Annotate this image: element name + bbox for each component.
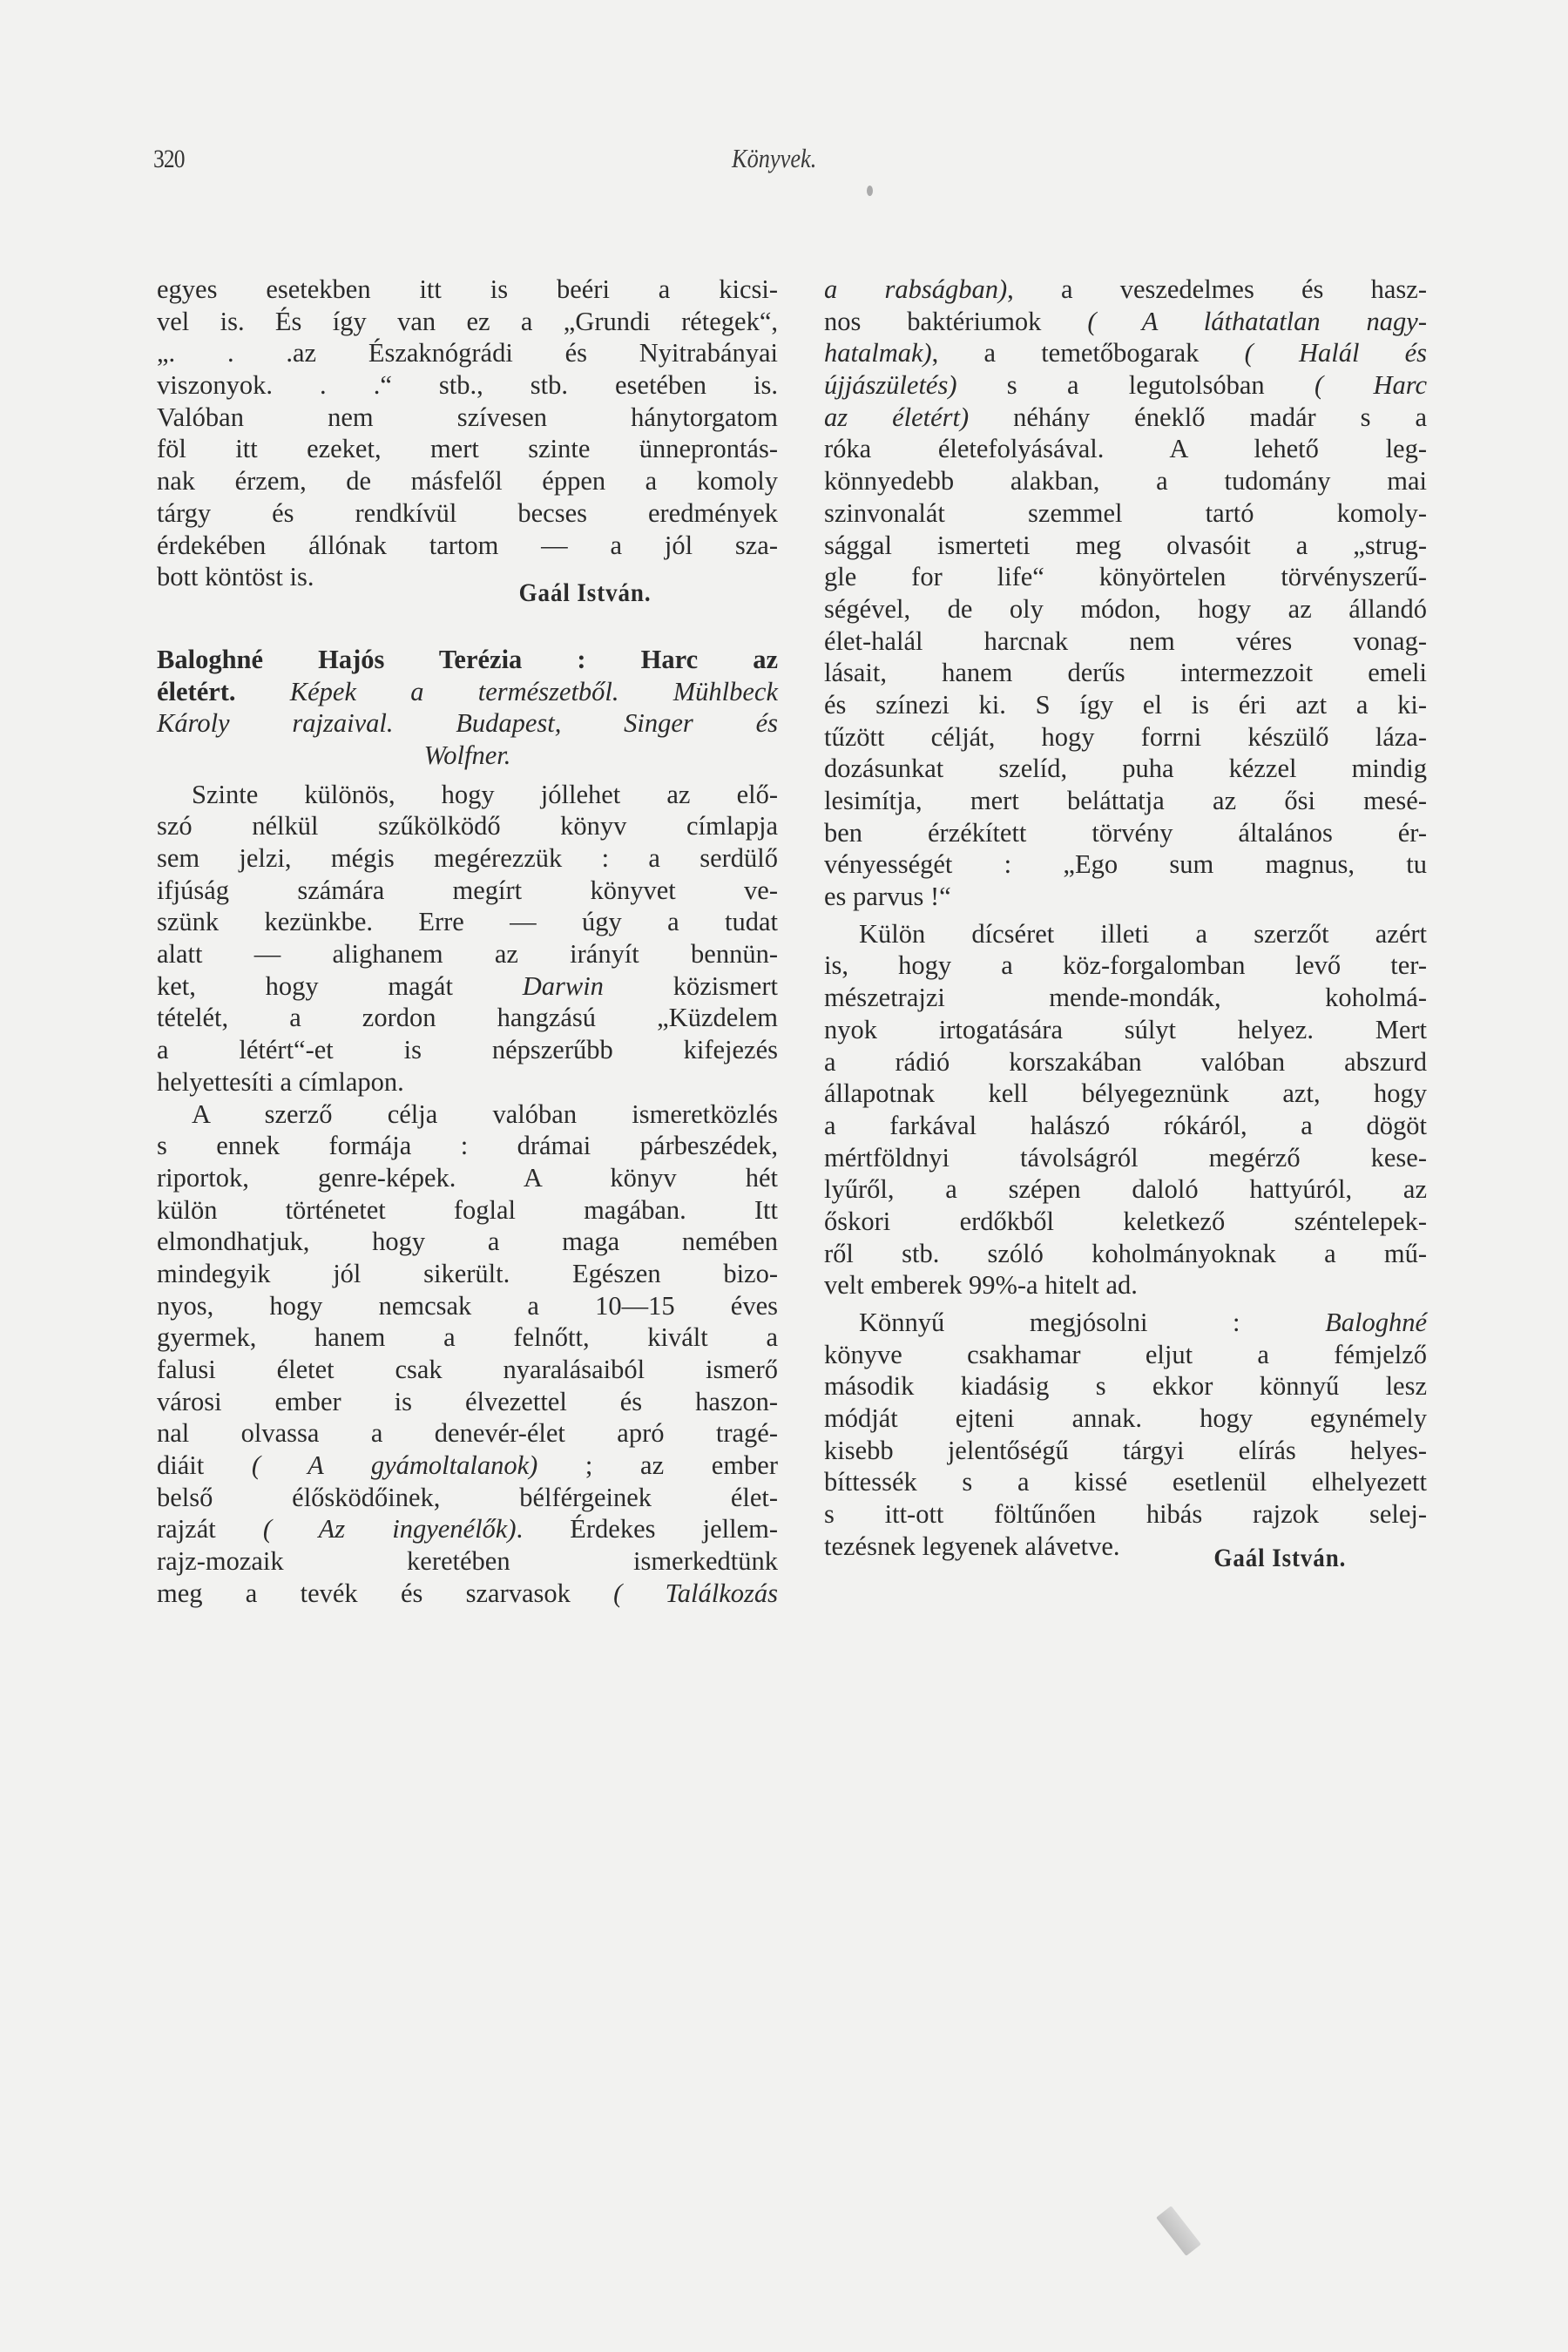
text-fragment: néhány éneklő madár s a xyxy=(969,402,1427,432)
reviewer-signature: Gaál István. xyxy=(1213,1544,1347,1572)
text-line: élet-halál harcnak nem véres vonag- xyxy=(824,625,1427,656)
text-line: vel is. És így van ez a „Grundi rétegek“, xyxy=(157,306,778,336)
text-line xyxy=(824,274,1427,306)
text-line: falusi életet csak nyaralásaiból ismerő xyxy=(157,1355,778,1384)
text-line: egyes esetekben itt is beéri a kicsi- xyxy=(157,274,778,304)
text-fragment: . Érdekes jellem- xyxy=(516,1514,779,1544)
text-line: velt emberek 99%-a hitelt ad. xyxy=(824,1270,1138,1301)
reviewer-signature: Gaál István. xyxy=(518,578,652,607)
text-line: gle for life“ könyörtelen törvényszerű- xyxy=(824,562,1427,592)
text-fragment: nos baktériumok xyxy=(824,306,1088,336)
text-line: bott köntöst is. xyxy=(157,562,314,592)
text-fragment: ket, hogy magát xyxy=(157,970,523,1001)
text-line: riportok, genre-képek. A könyv hét xyxy=(157,1162,778,1193)
text-line: módját ejteni annak. hogy egynémely xyxy=(824,1403,1427,1434)
text-line xyxy=(157,1513,778,1545)
text-line: Szinte különös, hogy jóllehet az elő- xyxy=(192,779,778,809)
text-fragment: meg a tevék és szarvasok xyxy=(157,1578,614,1608)
text-line: lyűről, a szépen daloló hattyúról, az xyxy=(824,1174,1427,1205)
text-line: s itt-ott föltűnően hibás rajzok selej- xyxy=(824,1499,1427,1530)
review-heading-line: Wolfner. xyxy=(423,740,511,770)
section-spacer xyxy=(157,772,778,779)
text-line xyxy=(824,337,1427,369)
text-line: belső élősködőinek, bélférgeinek élet- xyxy=(157,1482,778,1512)
text-line: Külön dícséret illeti a szerzőt azért xyxy=(859,918,1427,949)
text-line: tezésnek legyenek alávetve. xyxy=(824,1531,1120,1561)
scan-artifact xyxy=(1156,2206,1201,2256)
italic-name: Darwin xyxy=(522,970,604,1001)
text-line: mészetrajzi mende-mondák, koholmá- xyxy=(824,983,1427,1013)
text-line: nal olvassa a denevér-élet apró tragé- xyxy=(157,1418,778,1449)
text-line: nyos, hogy nemcsak a 10—15 éves xyxy=(157,1290,778,1321)
text-line: kisebb jelentőségű tárgyi elírás helyes- xyxy=(824,1435,1427,1465)
text-line: könyve csakhamar eljut a fémjelző xyxy=(824,1339,1427,1369)
text-line xyxy=(824,369,1427,402)
left-column xyxy=(157,274,778,1610)
text-line: vényességét : „Ego sum magnus, tu xyxy=(824,849,1427,880)
text-line xyxy=(157,970,778,1003)
text-line: „. . .az Északnógrádi és Nyitrabányai xyxy=(157,338,778,368)
text-line: második kiadásig s ekkor könnyű lesz xyxy=(824,1371,1427,1402)
text-line: mindegyik jól sikerült. Egészen bizo- xyxy=(157,1258,778,1288)
text-line xyxy=(824,306,1427,338)
review-heading-line: Károly rajzaival. Budapest, Singer és xyxy=(157,708,778,739)
text-fragment: diáit xyxy=(157,1450,252,1481)
story-title: újjászületés) xyxy=(824,370,957,401)
text-line: szinvonalát szemmel tartó komoly- xyxy=(824,497,1427,528)
text-line: elmondhatjuk, hogy a maga nemében xyxy=(157,1227,778,1257)
story-title: ( Harc xyxy=(1314,370,1427,401)
text-line: bíttessék s a kissé esetlenül elhelyezett xyxy=(824,1467,1427,1497)
text-line xyxy=(824,402,1427,434)
story-title: ( A láthatatlan nagy- xyxy=(1087,306,1427,336)
text-line: helyettesíti a címlapon. xyxy=(157,1066,404,1097)
text-fragment: rajzát xyxy=(157,1514,263,1544)
text-line: külön történetet foglal magában. Itt xyxy=(157,1194,778,1225)
story-title: ( Találkozás xyxy=(613,1578,778,1608)
text-line: is, hogy a köz-forgalomban levő ter- xyxy=(824,950,1427,981)
text-line: tételét, a zordon hangzású „Küzdelem xyxy=(157,1003,778,1033)
text-fragment: Könnyű megjósolni : xyxy=(859,1308,1326,1337)
text-line: dozásunkat szelíd, puha kézzel mindig xyxy=(824,754,1427,784)
review-heading-line: Baloghné Hajós Terézia : Harc az xyxy=(157,644,778,674)
text-line xyxy=(157,1450,778,1482)
text-line: ben érzékített törvény általános ér- xyxy=(824,817,1427,848)
story-title: ( Az ingyenélők) xyxy=(262,1514,517,1544)
text-line: es parvus !“ xyxy=(824,882,951,912)
ink-speck xyxy=(867,186,873,196)
text-fragment: s a legutolsóban xyxy=(956,370,1315,401)
text-line: könnyedebb alakban, a tudomány mai xyxy=(824,466,1427,497)
story-title: hatalmak) xyxy=(824,338,932,368)
story-title: az életért) xyxy=(824,402,970,432)
text-fragment: közismert xyxy=(603,970,778,1001)
text-line: nak érzem, de másfelől éppen a komoly xyxy=(157,466,778,497)
text-line: lesimítja, mert beláttatja az ősi mesé- xyxy=(824,786,1427,815)
text-line: nyok irtogatására súlyt helyez. Mert xyxy=(824,1014,1427,1044)
text-line: a létért“-et is népszerűbb kifejezés xyxy=(157,1035,778,1065)
text-line: szó nélkül szűkölködő könyv címlapja xyxy=(157,811,778,841)
book-subtitle: Képek a természetből. Mühlbeck xyxy=(289,676,778,706)
text-line: alatt — alighanem az irányít bennün- xyxy=(157,939,778,970)
text-line: sem jelzi, mégis megérezzük : a serdülő xyxy=(157,843,778,873)
text-line: mértföldnyi távolságról megérző kese- xyxy=(824,1142,1427,1173)
text-line: a farkával halászó rókáról, a dögöt xyxy=(824,1110,1427,1140)
text-line: városi ember is élvezettel és haszon- xyxy=(157,1386,778,1416)
page-number: 320 xyxy=(153,145,185,173)
text-line xyxy=(824,1307,1427,1339)
review-heading-line xyxy=(157,676,778,708)
text-line: ségével, de oly módon, hogy az állandó xyxy=(824,593,1427,624)
story-title: ( Halál és xyxy=(1244,338,1428,368)
story-title: a rabságban) xyxy=(824,274,1008,304)
text-line: a rádió korszakában valóban abszurd xyxy=(824,1046,1427,1077)
text-line: ifjúság számára megírt könyvet ve- xyxy=(157,875,778,905)
text-line: tárgy és rendkívül becses eredmények xyxy=(157,497,778,528)
text-line: tűzött célját, hogy forrni készülő láza- xyxy=(824,721,1427,752)
text-line: érdekében állónak tartom — a jól sza- xyxy=(157,530,778,560)
text-line: őskori erdőkből keletkező széntelepek- xyxy=(824,1206,1427,1236)
text-line: és színezi ki. S így el is éri azt a ki- xyxy=(824,689,1427,720)
text-line: lásait, hanem derűs intermezzoit emeli xyxy=(824,658,1427,688)
text-fragment: ; az ember xyxy=(537,1450,778,1481)
running-head: Könyvek. xyxy=(732,143,817,173)
text-line: rajz-mozaik keretében ismerkedtünk xyxy=(157,1546,778,1577)
right-column xyxy=(824,274,1427,1563)
text-line: föl itt ezeket, mert szinte ünneprontás- xyxy=(157,434,778,464)
text-line: gyermek, hanem a felnőtt, kivált a xyxy=(157,1322,778,1353)
text-fragment: , a veszedelmes és hasz- xyxy=(1007,274,1427,304)
text-line: róka életefolyásával. A lehető leg- xyxy=(824,434,1427,464)
text-line: állapotnak kell bélyegeznünk azt, hogy xyxy=(824,1078,1427,1109)
text-line: A szerző célja valóban ismeretközlés xyxy=(192,1098,778,1129)
text-line: ről stb. szóló koholmányoknak a mű- xyxy=(824,1238,1427,1268)
text-line: szünk kezünkbe. Erre — úgy a tudat xyxy=(157,907,778,937)
text-line: s ennek formája : drámai párbeszédek, xyxy=(157,1131,778,1161)
text-line: viszonyok. . .“ stb., stb. esetében is. xyxy=(157,370,778,401)
section-spacer xyxy=(157,625,778,644)
story-title: ( A gyámoltalanok) xyxy=(251,1450,538,1481)
text-line: sággal ismerteti meg olvasóit a „strug- xyxy=(824,530,1427,560)
text-line: Valóban nem szívesen hánytorgatom xyxy=(157,402,778,432)
book-title-end: életért. xyxy=(157,676,236,706)
text-fragment: , a temetőbogarak xyxy=(931,338,1245,368)
author-name: Baloghné xyxy=(1325,1308,1427,1337)
text-line xyxy=(157,1578,778,1610)
